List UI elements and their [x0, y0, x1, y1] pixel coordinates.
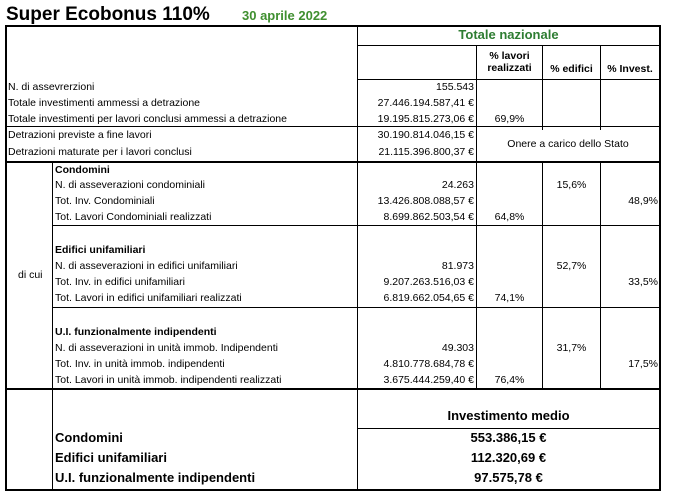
page-title: Super Ecobonus 110% — [6, 4, 210, 25]
average-title: Investimento medio — [447, 408, 570, 423]
row-label: Tot. Inv. Condominiali — [55, 195, 155, 207]
row-label: N. di asseverazioni in edifici unifamiliari — [55, 260, 238, 272]
row-pct-lavori: 74,1% — [494, 292, 525, 304]
column-header-edifici: % edifici — [550, 63, 593, 75]
row-label: Tot. Inv. in unità immob. indipendenti — [55, 358, 225, 370]
row-pct-lavori: 64,8% — [494, 211, 525, 223]
row-pct-edifici: 52,7% — [556, 260, 587, 272]
row-value: 8.699.862.503,54 € — [383, 211, 474, 223]
row-label: Tot. Lavori in unità immob. indipendenti realizzati — [55, 374, 282, 386]
row-label: N. di asseverazioni in unità immob. Indipendenti — [55, 342, 278, 354]
avg-label: U.I. funzionalmente indipendenti — [55, 470, 256, 485]
row-value: 81.973 — [441, 260, 474, 272]
row-value: 4.810.778.684,78 € — [383, 358, 474, 370]
avg-value: 112.320,69 € — [470, 450, 547, 465]
row-pct-invest: 17,5% — [628, 358, 658, 370]
group-title: Totale nazionale — [458, 27, 559, 42]
row-pct-edifici: 15,6% — [556, 179, 587, 191]
row-value: 27.446.194.587,41 € — [377, 97, 474, 109]
row-value: 3.675.444.259,40 € — [383, 374, 474, 386]
avg-label: Edifici unifamiliari — [55, 450, 167, 465]
row-label: Tot. Inv. in edifici unifamiliari — [55, 276, 185, 288]
row-pct-edifici: 31,7% — [556, 342, 587, 354]
avg-value: 553.386,15 € — [470, 430, 547, 445]
row-value: 49.303 — [441, 342, 474, 354]
avg-value: 97.575,78 € — [474, 470, 543, 485]
row-label: Detrazioni maturate per i lavori conclusi — [8, 146, 192, 158]
row-value: 155.543 — [436, 81, 474, 93]
row-value: 24.263 — [441, 179, 474, 191]
row-value: 19.195.815.273,06 € — [377, 113, 474, 125]
row-pct-lavori: 69,9% — [494, 113, 525, 125]
section-title: Edifici unifamiliari — [55, 244, 146, 256]
row-value: 13.426.808.088,57 € — [377, 195, 474, 207]
section-title: U.I. funzionalmente indipendenti — [55, 326, 217, 338]
row-pct-invest: 33,5% — [628, 276, 658, 288]
onere-note: Onere a carico dello Stato — [507, 138, 629, 150]
section-title: Condomini — [55, 164, 110, 176]
row-label: N. di assevrerzioni — [8, 81, 95, 93]
row-value: 30.190.814.046,15 € — [377, 129, 474, 141]
row-label: N. di asseverazioni condominiali — [55, 179, 205, 191]
row-label: Detrazioni previste a fine lavori — [8, 129, 152, 141]
column-header-lavori: % lavori realizzati — [487, 50, 532, 74]
row-label: Tot. Lavori in edifici unifamiliari realizzati — [55, 292, 242, 304]
row-label: Tot. Lavori Condominiali realizzati — [55, 211, 212, 223]
row-label: Totale investimenti per lavori conclusi ammessi a detrazione — [8, 113, 287, 125]
di-cui-label: di cui — [18, 269, 43, 281]
column-header-invest: % Invest. — [607, 63, 653, 75]
row-label: Totale investimenti ammessi a detrazione — [8, 97, 201, 109]
row-pct-lavori: 76,4% — [494, 374, 525, 386]
avg-label: Condomini — [55, 430, 123, 445]
row-pct-invest: 48,9% — [628, 195, 658, 207]
row-value: 6.819.662.054,65 € — [383, 292, 474, 304]
row-value: 21.115.396.800,37 € — [378, 146, 474, 158]
report-date: 30 aprile 2022 — [242, 8, 328, 23]
row-value: 9.207.263.516,03 € — [383, 276, 474, 288]
